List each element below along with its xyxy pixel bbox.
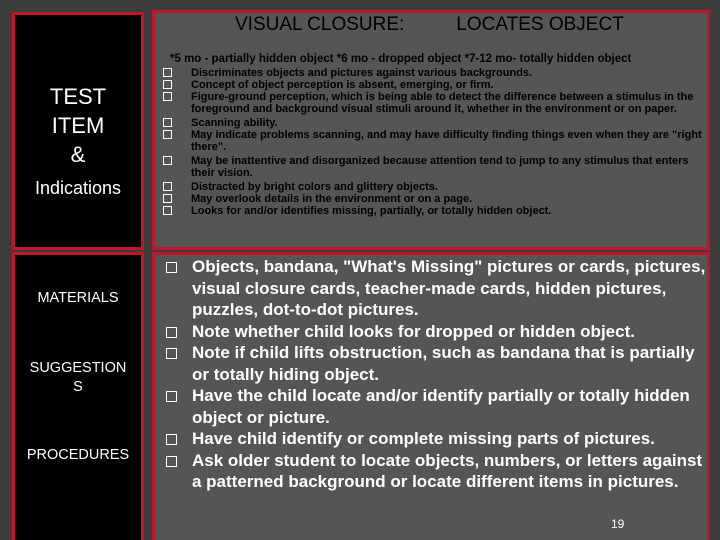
indication-item: Scanning ability. (163, 117, 703, 129)
label-suggestions-line2: S (73, 379, 83, 395)
label-suggestions (14, 359, 142, 397)
indication-item: Distracted by bright colors and glittery objects. (163, 181, 703, 193)
title-visual-closure: VISUAL CLOSURE: (235, 14, 405, 35)
procedure-item: Have the child locate and/or identify partially or totally hidden object or picture. (166, 385, 706, 428)
indications-list (163, 67, 703, 217)
square-bullet-icon (163, 194, 172, 203)
procedure-item: Objects, bandana, "What's Missing" pictures or cards, pictures, visual closure cards, teacher-made cards, hidden pictures, puzzles, dot-to-dot pictures. (166, 256, 706, 321)
title-locates-object: LOCATES OBJECT (456, 14, 624, 35)
square-bullet-icon (163, 130, 172, 139)
procedure-item: Note whether child looks for dropped or hidden object. (166, 321, 706, 343)
label-ampersand: & (70, 142, 86, 167)
page-number: 19 (611, 517, 625, 531)
square-bullet-icon (166, 434, 177, 445)
square-bullet-icon (163, 206, 172, 215)
label-procedures: PROCEDURES (26, 447, 130, 463)
test-item-label (14, 82, 142, 169)
indication-item: Figure-ground perception, which is being able to detect the difference between a stimulus in the foreground and background visual stimuli around it, whether in the environment or on paper. (163, 91, 703, 115)
procedure-item: Ask older student to locate objects, numbers, or letters against a patterned background or locate different items in pictures. (166, 450, 706, 493)
square-bullet-icon (163, 68, 172, 77)
procedure-item: Note if child lifts obstruction, such as bandana that is partially or totally hiding object. (166, 342, 706, 385)
indication-item: Concept of object perception is absent, emerging, or firm. (163, 79, 703, 91)
indication-item: May be inattentive and disorganized because attention tend to jump to any stimulus that enters their vision. (163, 155, 703, 179)
square-bullet-icon (163, 80, 172, 89)
slide-title (235, 14, 624, 36)
square-bullet-icon (166, 391, 177, 402)
square-bullet-icon (163, 182, 172, 191)
square-bullet-icon (163, 156, 172, 165)
indication-item: May indicate problems scanning, and may have difficulty finding things even when they are "right there". (163, 129, 703, 153)
square-bullet-icon (163, 92, 172, 101)
indication-item: Looks for and/or identifies missing, partially, or totally hidden object. (163, 205, 703, 217)
label-suggestions-line1: SUGGESTION (29, 360, 127, 376)
label-materials: MATERIALS (37, 290, 119, 306)
label-item: ITEM (51, 113, 105, 138)
indication-item: Discriminates objects and pictures against various backgrounds. (163, 67, 703, 79)
square-bullet-icon (166, 262, 177, 273)
square-bullet-icon (166, 456, 177, 467)
label-indications: Indications (34, 178, 122, 198)
square-bullet-icon (166, 327, 177, 338)
indication-item: May overlook details in the environment or on a page. (163, 193, 703, 205)
procedures-list (166, 256, 706, 493)
procedure-item: Have child identify or complete missing parts of pictures. (166, 428, 706, 450)
label-test: TEST (49, 84, 107, 109)
square-bullet-icon (166, 348, 177, 359)
square-bullet-icon (163, 118, 172, 127)
age-milestones: *5 mo - partially hidden object *6 mo - dropped object *7-12 mo- totally hidden object (170, 53, 632, 65)
